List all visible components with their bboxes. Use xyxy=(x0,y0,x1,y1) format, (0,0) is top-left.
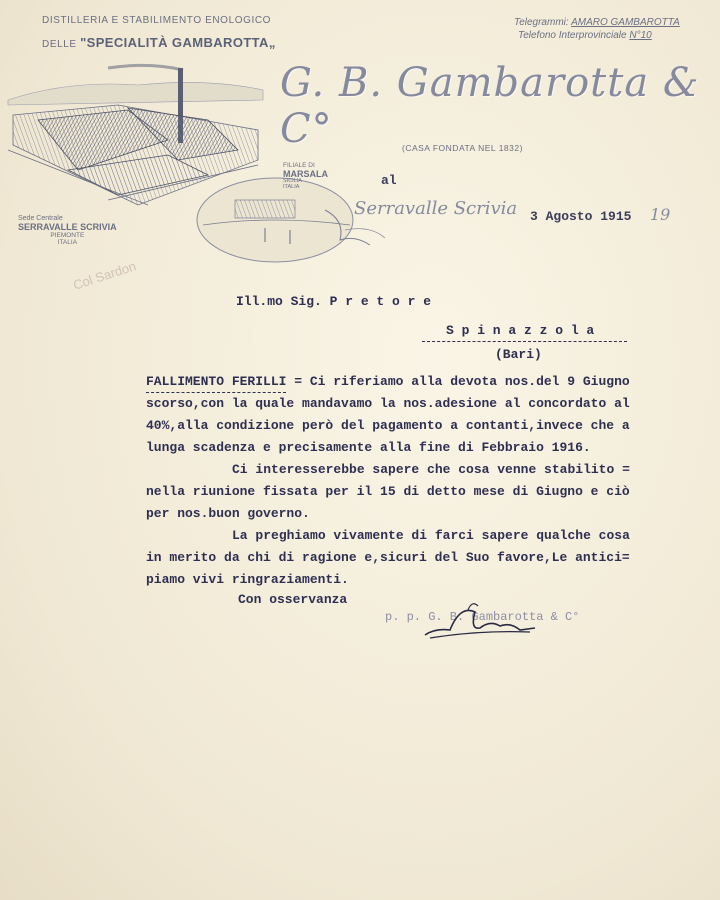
filiale-marsala xyxy=(283,163,328,191)
sede-country: ITALIA xyxy=(57,239,78,246)
sede-label: Sede Centrale xyxy=(18,215,63,222)
filiale-label: FILIALE DI xyxy=(283,162,315,169)
body-line-4: lunga scadenza e precisamente alla fine di Febbraio 1916. xyxy=(146,440,591,455)
filiale-region: SICILIA xyxy=(283,178,302,185)
recipient-city: S p i n a z z o l a xyxy=(446,323,595,338)
faded-stamp: Col Sardon xyxy=(71,258,138,293)
sede-region: PIEMONTE xyxy=(50,232,85,239)
telegram-value: AMARO GAMBAROTTA xyxy=(571,17,680,28)
body-line-9: in merito da chi di ragione e,sicuri del Suo favore,Le antici= xyxy=(146,550,630,565)
body-line-3: 40%,alla condizione però del pagamento a contanti,invece che a xyxy=(146,418,630,433)
recipient-title: Ill.mo Sig. P r e t o r e xyxy=(236,294,432,309)
place-prefix: al xyxy=(381,173,397,188)
place-name: Serravalle Scrivia xyxy=(354,198,518,219)
phone-label: Telefono Interprovinciale xyxy=(518,30,627,41)
signature-stamp: p. p. G. B. Gambarotta & C° xyxy=(385,610,580,624)
handwritten-signature xyxy=(420,600,540,640)
body-line-8: La preghiamo vivamente di farci sapere qualche cosa xyxy=(193,528,630,543)
recipient-province: (Bari) xyxy=(495,347,542,362)
telegram-label: Telegrammi: xyxy=(514,17,569,28)
company-logo: G. B. Gambarotta & C° xyxy=(280,60,700,152)
telegram-line xyxy=(514,17,680,28)
body-line-10: piamo vivi ringraziamenti. xyxy=(146,572,349,587)
phone-line xyxy=(518,30,652,41)
body-line-6: nella riunione fissata per il 15 di detto mese di Giugno e ciò xyxy=(146,484,630,499)
body-line-2: scorso,con la quale mandavamo la nos.adesione al concordato al xyxy=(146,396,630,411)
subject-underline xyxy=(146,392,286,393)
founded-text: (CASA FONDATA NEL 1832) xyxy=(402,143,523,153)
sede-centrale xyxy=(18,215,117,246)
closing: Con osservanza xyxy=(238,592,348,607)
letterhead-line1: DISTILLERIA E STABILIMENTO ENOLOGICO xyxy=(42,15,272,26)
body-line-7: per nos.buon governo. xyxy=(146,506,310,521)
letter-date: 3 Agosto 1915 xyxy=(530,209,632,224)
letterhead-prefix: DELLE xyxy=(42,39,77,50)
letterhead-specialty: "SPECIALITÀ GAMBAROTTA„ xyxy=(80,35,276,50)
letterhead-line2 xyxy=(42,35,276,50)
body-line-1: FALLIMENTO FERILLI = Ci riferiamo alla devota nos.del 9 Giugno xyxy=(146,374,630,389)
body-line-5: Ci interesserebbe sapere che cosa venne stabilito = xyxy=(193,462,630,477)
city-underline xyxy=(422,341,627,342)
filiale-city: MARSALA xyxy=(283,168,328,179)
phone-value: N°10 xyxy=(629,30,652,41)
filiale-country: ITALIA xyxy=(283,184,300,191)
sede-city: SERRAVALLE SCRIVIA xyxy=(18,222,117,232)
printed-year: 19 xyxy=(650,205,671,224)
